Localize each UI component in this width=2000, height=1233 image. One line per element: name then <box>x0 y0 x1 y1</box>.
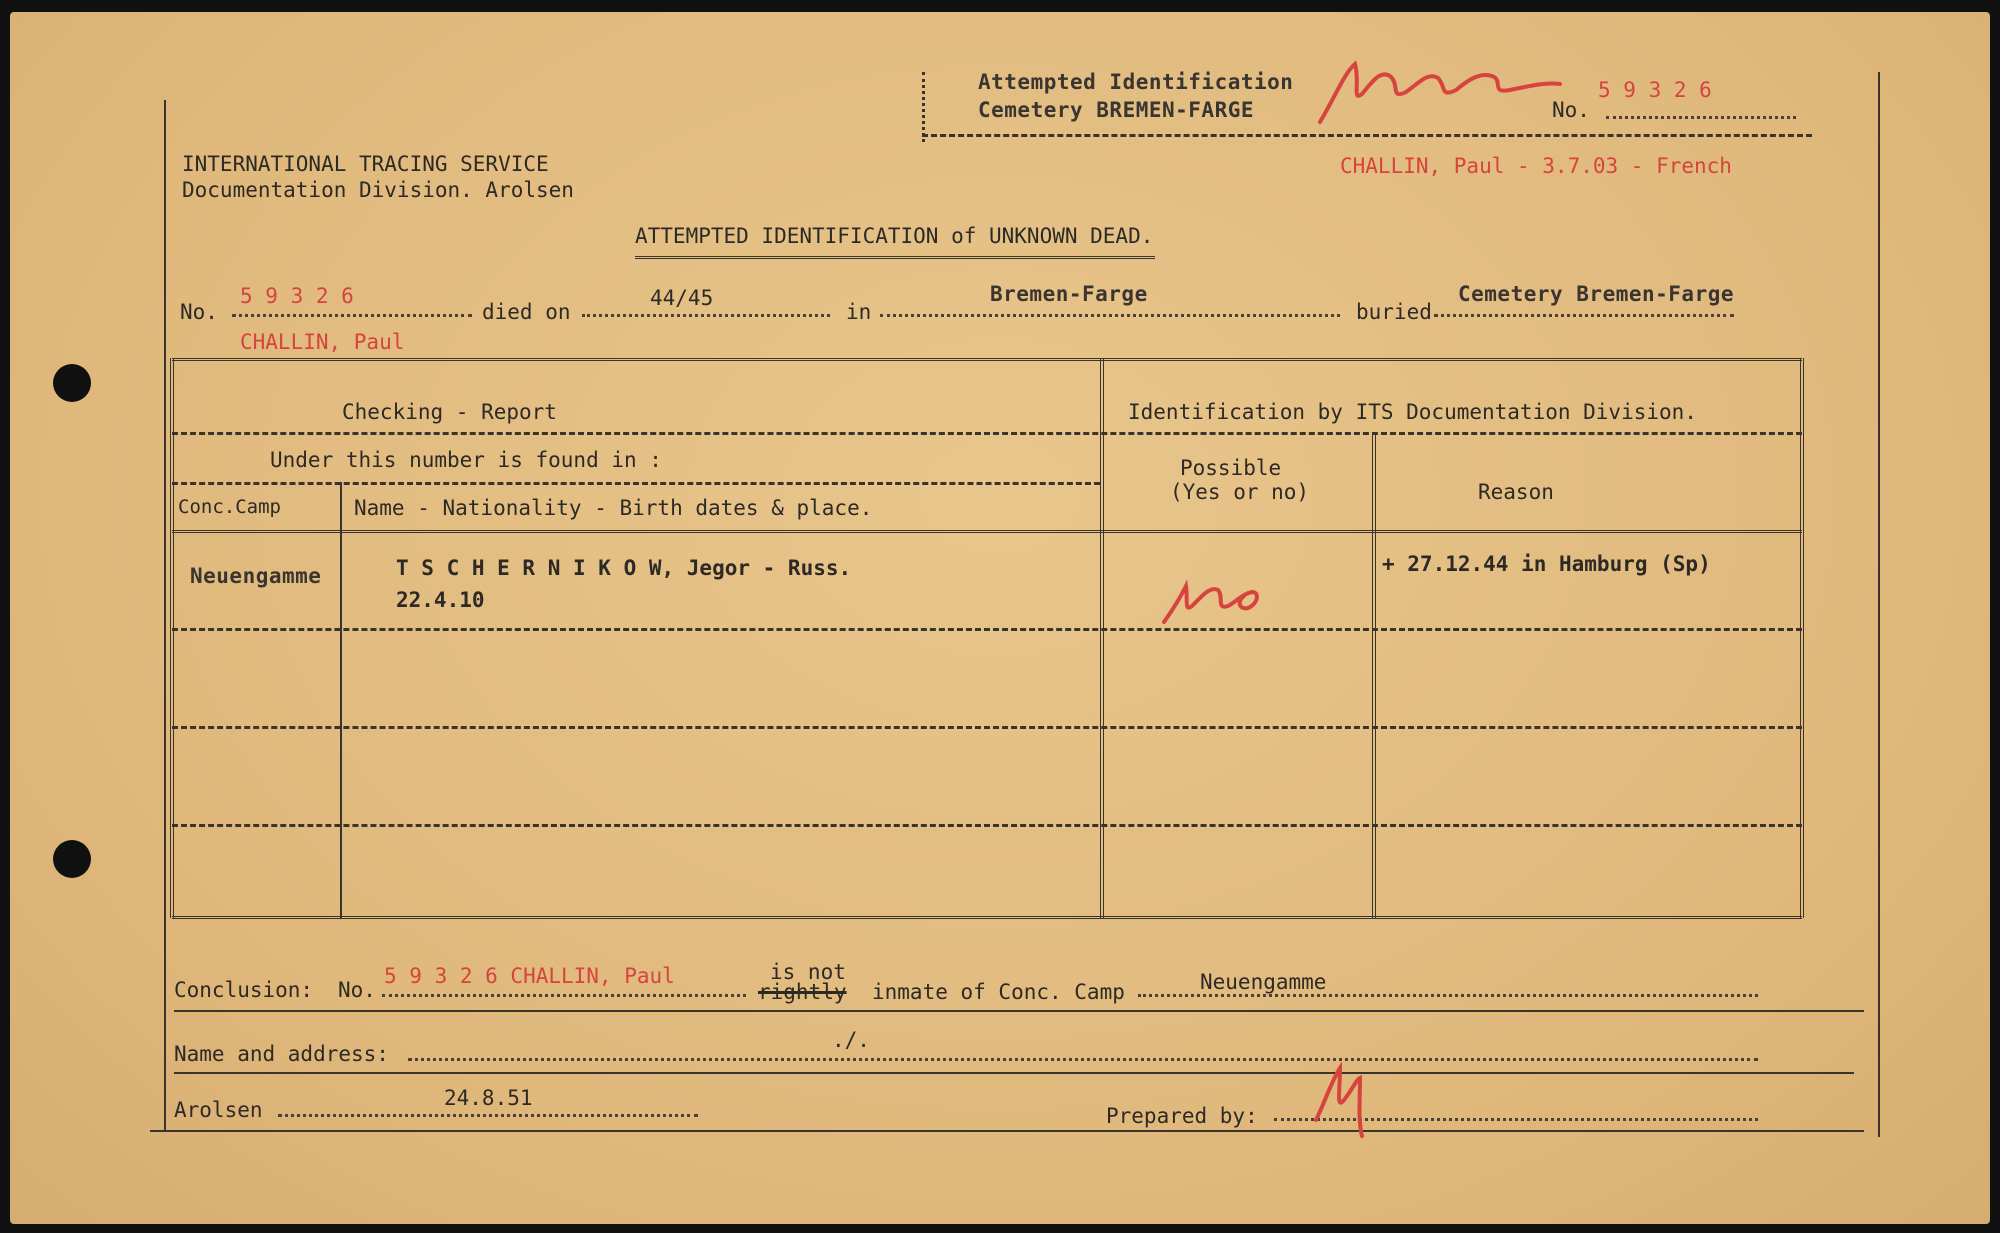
table-subheader-rule <box>172 482 1100 485</box>
prepared-label: Prepared by: <box>1106 1104 1258 1128</box>
checking-report-header: Checking - Report <box>342 400 557 424</box>
identification-header: Identification by ITS Documentation Division. <box>1128 400 1697 424</box>
table-row2-rule <box>172 726 1802 729</box>
conclusion-no-value: 5 9 3 2 6 CHALLIN, Paul <box>384 964 675 988</box>
top-no-dots <box>1606 116 1796 119</box>
inmate-text: inmate of Conc. Camp <box>872 980 1125 1004</box>
punch-hole-top <box>53 364 91 402</box>
col-header-reason: Reason <box>1478 480 1554 504</box>
table-header-rule <box>172 432 1802 435</box>
table-main-divider <box>1100 358 1104 918</box>
name-address-dots <box>408 1058 1758 1061</box>
subject-line: CHALLIN, Paul - 3.7.03 - French <box>1340 154 1732 178</box>
buried-value: Cemetery Bremen-Farge <box>1458 282 1735 306</box>
conclusion-camp-dots <box>1138 994 1758 997</box>
col-header-possible-2: (Yes or no) <box>1170 480 1310 504</box>
table-left-edge <box>170 358 174 918</box>
died-on-label: died on <box>482 300 571 324</box>
in-value: Bremen-Farge <box>990 282 1148 306</box>
punch-hole-bottom <box>53 840 91 878</box>
frame-right <box>1878 72 1880 1137</box>
row-camp: Neuengamme <box>190 564 322 588</box>
frame-bottom <box>150 1130 1864 1132</box>
document-card <box>10 12 1990 1224</box>
handwritten-none <box>1310 42 1570 132</box>
buried-dots <box>1434 314 1734 317</box>
top-no-label: No. <box>1552 98 1590 122</box>
date-value: 24.8.51 <box>444 1086 533 1110</box>
table-row1-rule <box>172 628 1802 631</box>
org-line-2: Documentation Division. Arolsen <box>182 178 574 202</box>
stamp-box-left <box>922 72 925 142</box>
stamp-box-bottom <box>922 134 1812 137</box>
name-address-label: Name and address: <box>174 1042 389 1066</box>
table-column-header-rule <box>172 530 1802 533</box>
conclusion-rule <box>174 1010 1864 1012</box>
stamp-line-1: Attempted Identification <box>978 70 1294 94</box>
col-header-name: Name - Nationality - Birth dates & place. <box>354 496 873 520</box>
row-reason: + 27.12.44 in Hamburg (Sp) <box>1382 552 1711 576</box>
table-camp-divider <box>340 482 342 918</box>
table-right-edge <box>1800 358 1804 918</box>
title-underline <box>635 256 1155 259</box>
date-dots <box>278 1114 698 1117</box>
document-title: ATTEMPTED IDENTIFICATION of UNKNOWN DEAD. <box>635 224 1154 248</box>
col-header-possible-1: Possible <box>1180 456 1282 480</box>
died-on-dots <box>582 314 830 317</box>
in-label: in <box>846 300 872 324</box>
is-not-text: is not <box>770 960 846 984</box>
conclusion-no-dots <box>382 994 746 997</box>
table-bottom <box>172 916 1802 919</box>
struck-text: rightly <box>758 980 847 1004</box>
table-reason-divider <box>1372 432 1376 918</box>
buried-label: buried <box>1356 300 1432 324</box>
under-number-text: Under this number is found in : <box>270 448 662 472</box>
in-dots <box>880 314 1340 317</box>
org-line-1: INTERNATIONAL TRACING SERVICE <box>182 152 549 176</box>
conclusion-camp: Neuengamme <box>1200 970 1327 994</box>
col-header-camp: Conc.Camp <box>178 496 281 518</box>
name-address-rule <box>174 1072 1854 1074</box>
record-no-value: 5 9 3 2 6 <box>240 284 354 308</box>
conclusion-no-label: No. <box>338 978 376 1002</box>
handwritten-no <box>1156 560 1266 630</box>
place-label: Arolsen <box>174 1098 263 1122</box>
record-name: CHALLIN, Paul <box>240 330 405 354</box>
signature <box>1310 1060 1380 1140</box>
conclusion-label: Conclusion: <box>174 978 314 1002</box>
table-row3-rule <box>172 824 1802 827</box>
record-no-dots <box>232 314 472 317</box>
frame-left <box>164 100 166 1130</box>
stamp-line-2: Cemetery BREMEN-FARGE <box>978 98 1255 122</box>
table-top <box>172 358 1802 361</box>
top-no-value: 5 9 3 2 6 <box>1598 78 1712 102</box>
row-birth: 22.4.10 <box>396 588 485 612</box>
row-name: T S C H E R N I K O W, Jegor - Russ. <box>396 556 852 580</box>
record-no-label: No. <box>180 300 218 324</box>
died-on-value: 44/45 <box>650 286 714 310</box>
name-address-value: ./. <box>832 1028 870 1052</box>
